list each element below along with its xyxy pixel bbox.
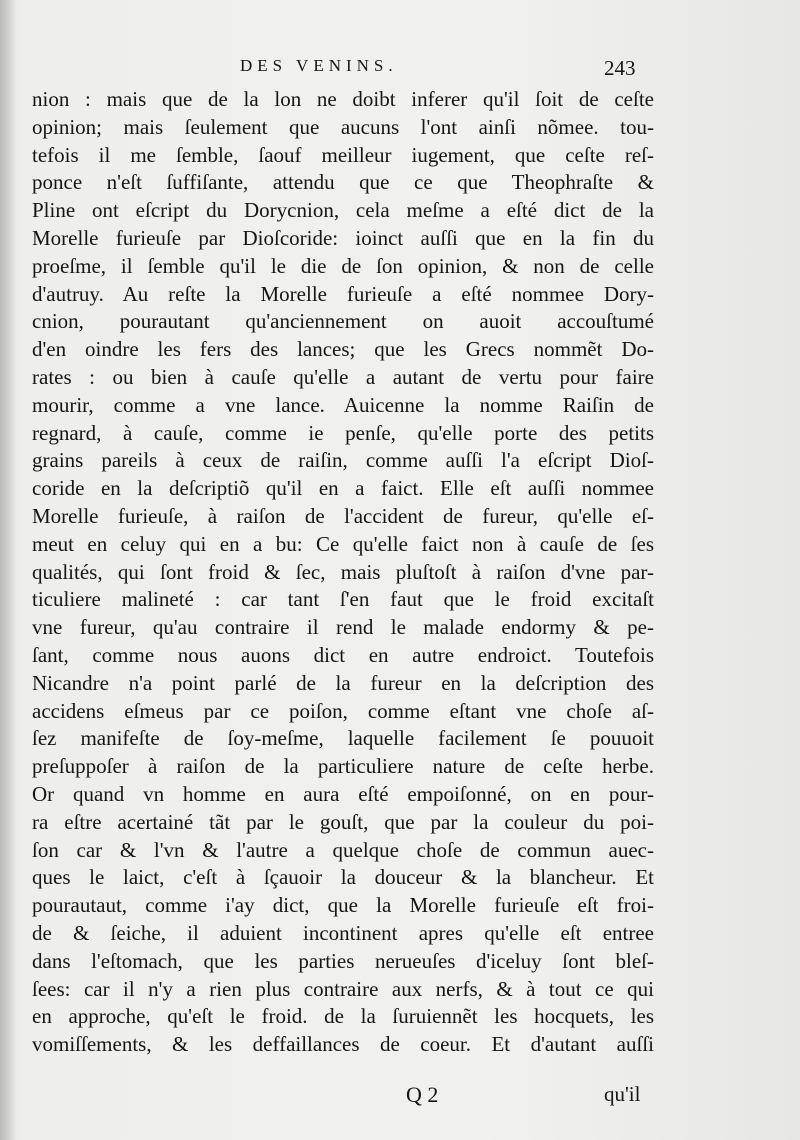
text-line: ra eſtre acertainé tãt par le gouſt, que par la couleur du poi- (32, 809, 654, 834)
text-line: Nicandre n'a point parlé de la fureur en la deſcription des (32, 670, 654, 695)
text-line: rates : ou bien à cauſe qu'elle a autant de vertu pour faire (32, 364, 654, 389)
text-line: opinion; mais ſeulement que aucuns l'ont ainſi nõmee. tou- (32, 114, 654, 139)
running-head (0, 52, 800, 82)
binding-shadow (0, 0, 16, 1140)
text-line: ticuliere malineté : car tant ſ'en faut que le froid excitaſt (32, 587, 654, 612)
page-footer (0, 1082, 800, 1116)
text-line: ponce n'eſt ſuffiſante, attendu que ce que Theophraſte & (32, 170, 654, 195)
text-line: en approche, qu'eſt le froid. de la ſuruiennẽt les hocquets, les (32, 1004, 654, 1029)
text-line: accidens eſmeus par ce poiſon, comme eſtant vne choſe aſ- (32, 698, 654, 723)
text-line: Morelle furieuſe par Dioſcoride: ioinct auſſi que en la fin du (32, 225, 654, 250)
text-line: vne fureur, qu'au contraire il rend le malade endormy & pe- (32, 615, 654, 640)
running-title: DES VENINS. (240, 56, 398, 75)
text-line: regnard, à cauſe, comme ie penſe, qu'elle porte des petits (32, 420, 654, 445)
text-line: grains pareils à ceux de raiſin, comme auſſi l'a eſcript Dioſ- (32, 448, 654, 473)
text-line: ſant, comme nous auons dict en autre endroict. Toutefois (32, 642, 654, 667)
text-line: qualités, qui ſont froid & ſec, mais pluſtoſt à raiſon d'vne par- (32, 559, 654, 584)
text-line: meut en celuy qui en a bu: Ce qu'elle faict non à cauſe de ſes (32, 531, 654, 556)
page-number: 243 (604, 56, 636, 80)
signature-mark: Q 2 (406, 1082, 439, 1107)
text-line: ques le laict, c'eſt à ſçauoir la douceur & la blancheur. Et (32, 865, 654, 890)
text-line: cnion, pourautant qu'anciennement on auoit accouſtumé (32, 309, 654, 334)
text-line: Morelle furieuſe, à raiſon de l'accident de fureur, qu'elle eſ- (32, 503, 654, 528)
text-line: ſees: car il n'y a rien plus contraire aux nerfs, & à tout ce qui (32, 976, 654, 1001)
text-line: proeſme, il ſemble qu'il le die de ſon opinion, & non de celle (32, 253, 654, 278)
text-line: ſez manifeſte de ſoy-meſme, laquelle facilement ſe pouuoit (32, 726, 654, 751)
catchword: qu'il (604, 1082, 641, 1106)
text-line: vomiſſements, & les deffaillances de coeur. Et d'autant auſſi (32, 1032, 654, 1057)
text-line: dans l'eſtomach, que les parties nerueuſes d'iceluy ſont bleſ- (32, 948, 654, 973)
text-line: preſuppoſer à raiſon de la particuliere nature de ceſte herbe. (32, 754, 654, 779)
body-text (32, 86, 654, 1059)
text-line: Pline ont eſcript du Dorycnion, cela meſme a eſté dict de la (32, 198, 654, 223)
text-line: pourautaut, comme i'ay dict, que la Morelle furieuſe eſt froi- (32, 893, 654, 918)
text-line: coride en la deſcriptiõ qu'il en a faict. Elle eſt auſſi nommee (32, 476, 654, 501)
text-line: Or quand vn homme en aura eſté empoiſonné, on en pour- (32, 781, 654, 806)
text-line: ſon car & l'vn & l'autre a quelque choſe de commun auec- (32, 837, 654, 862)
text-line: de & ſeiche, il aduient incontinent apres qu'elle eſt entree (32, 920, 654, 945)
text-line: tefois il me ſemble, ſaouf meilleur iugement, que ceſte reſ- (32, 142, 654, 167)
text-line: d'en oindre les fers des lances; que les Grecs nommẽt Do- (32, 337, 654, 362)
text-line: mourir, comme a vne lance. Auicenne la nomme Raiſin de (32, 392, 654, 417)
text-line: nion : mais que de la lon ne doibt inferer qu'il ſoit de ceſte (32, 87, 654, 111)
text-line: d'autruy. Au reſte la Morelle furieuſe a eſté nommee Dory- (32, 281, 654, 306)
